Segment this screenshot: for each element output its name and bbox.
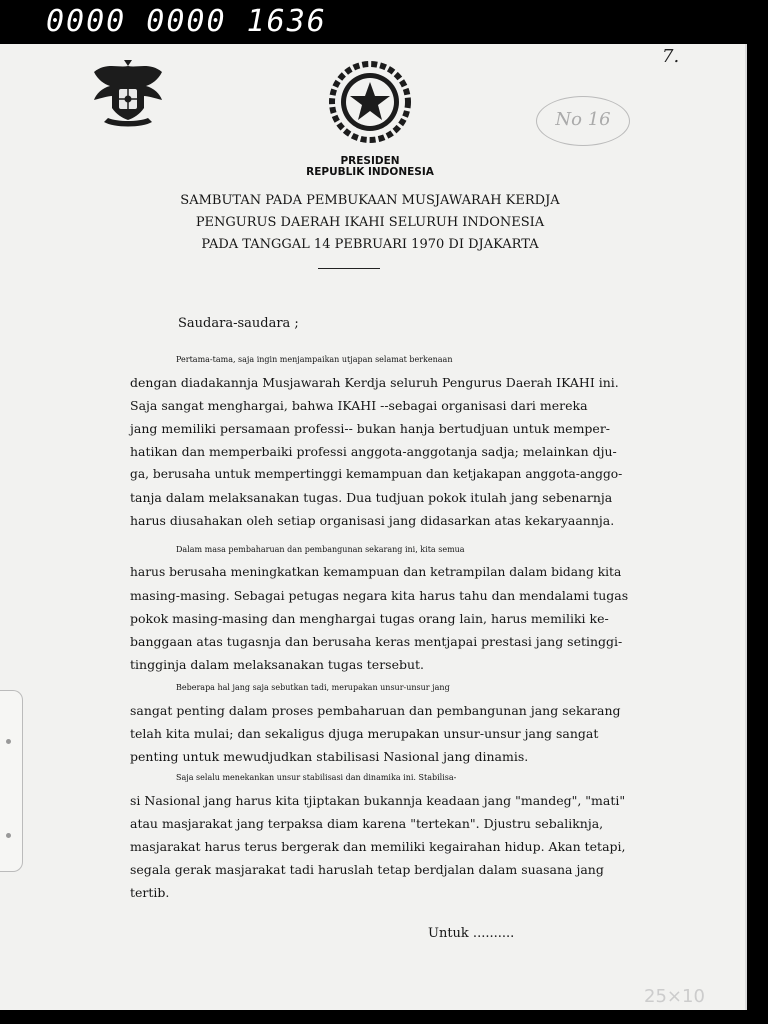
text-line: masing-masing. Sebagai petugas negara kita harus tahu dan mendalami tugas bbox=[130, 588, 629, 603]
letterhead-line-1: PRESIDEN bbox=[340, 155, 400, 167]
paragraph-4 bbox=[130, 766, 630, 904]
punch-hole-icon bbox=[6, 833, 11, 838]
text-line: atau masjarakat jang terpaksa diam karena "tertekan". Djustru sebaliknja, bbox=[130, 816, 604, 831]
text-line: Saja selalu menekankan unsur stabilisasi dan dinamika ini. Stabilisa- bbox=[176, 773, 457, 782]
paragraph-2 bbox=[130, 538, 630, 676]
text-line: dengan diadakannja Musjawarah Kerdja seluruh Pengurus Daerah IKAHI ini. bbox=[130, 375, 619, 390]
punch-hole-icon bbox=[6, 739, 11, 744]
presidential-seal-icon bbox=[328, 60, 412, 144]
text-line: harus berusaha meningkatkan kemampuan dan ketrampilan dalam bidang kita bbox=[130, 565, 622, 579]
paragraph-3 bbox=[130, 676, 630, 768]
text-line: Saja sangat menghargai, bahwa IKAHI --sebagai organisasi dari mereka bbox=[130, 398, 588, 413]
garuda-emblem-icon bbox=[88, 58, 168, 132]
text-line: telah kita mulai; dan sekaligus djuga merupakan unsur-unsur jang sangat bbox=[130, 726, 599, 741]
text-line: ga, berusaha untuk mempertinggi kemampuan dan ketjakapan anggota-anggo- bbox=[130, 467, 623, 481]
text-line: harus diusahakan oleh setiap organisasi jang didasarkan atas kekaryaannja. bbox=[130, 513, 615, 528]
title-divider bbox=[318, 268, 380, 269]
salutation: Saudara-saudara ; bbox=[178, 316, 299, 331]
text-line: masjarakat harus terus bergerak dan memiliki kegairahan hidup. Akan tetapi, bbox=[130, 839, 626, 854]
paragraph-1 bbox=[130, 348, 630, 532]
archive-number-stamp: No 16 bbox=[536, 96, 630, 146]
text-line: pokok masing-masing dan menghargai tugas orang lain, harus memiliki ke- bbox=[130, 611, 609, 626]
text-line: hatikan dan memperbaiki professi anggota-anggotanja sadja; melainkan dju- bbox=[130, 444, 617, 459]
text-line: banggaan atas tugasnja dan berusaha keras mentjapai prestasi jang setinggi- bbox=[130, 634, 623, 649]
page-number: 7. bbox=[662, 46, 680, 67]
text-line: jang memiliki persamaan professi-- bukan hanja bertudjuan untuk memper- bbox=[130, 421, 611, 436]
film-reduction-mark: 25×10 bbox=[644, 986, 705, 1007]
text-line: Pertama-tama, saja ingin menjampaikan utjapan selamat berkenaan bbox=[176, 355, 453, 364]
title-line: SAMBUTAN PADA PEMBUKAAN MUSJAWARAH KERDJA bbox=[180, 193, 560, 208]
continuation-note: Untuk .......... bbox=[428, 926, 515, 941]
text-line: segala gerak masjarakat tadi haruslah tetap berdjalan dalam suasana jang bbox=[130, 862, 604, 877]
letterhead-line-2: REPUBLIK INDONESIA bbox=[306, 166, 434, 178]
text-line: Dalam masa pembaharuan dan pembangunan sekarang ini, kita semua bbox=[176, 545, 465, 554]
title-line: PADA TANGGAL 14 PEBRUARI 1970 DI DJAKARTA bbox=[201, 237, 539, 252]
text-line: tanja dalam melaksanakan tugas. Dua tudjuan pokok itulah jang sebenarnja bbox=[130, 490, 613, 505]
text-line: sangat penting dalam proses pembaharuan dan pembangunan jang sekarang bbox=[130, 703, 621, 718]
text-line: si Nasional jang harus kita tjiptakan bukannja keadaan jang "mandeg", "mati" bbox=[130, 793, 626, 808]
text-line: penting untuk mewudjudkan stabilisasi Nasional jang dinamis. bbox=[130, 749, 529, 764]
film-border bbox=[0, 1010, 768, 1024]
document-title bbox=[150, 190, 590, 256]
page-fold-tab bbox=[0, 690, 23, 872]
text-line: tertib. bbox=[130, 885, 170, 900]
text-line: Beberapa hal jang saja sebutkan tadi, merupakan unsur-unsur jang bbox=[176, 683, 450, 692]
text-line: tingginja dalam melaksanakan tugas tersebut. bbox=[130, 657, 425, 672]
microfilm-frame-number: 0000 0000 1636 bbox=[46, 4, 327, 39]
title-line: PENGURUS DAERAH IKAHI SELURUH INDONESIA bbox=[195, 215, 545, 230]
